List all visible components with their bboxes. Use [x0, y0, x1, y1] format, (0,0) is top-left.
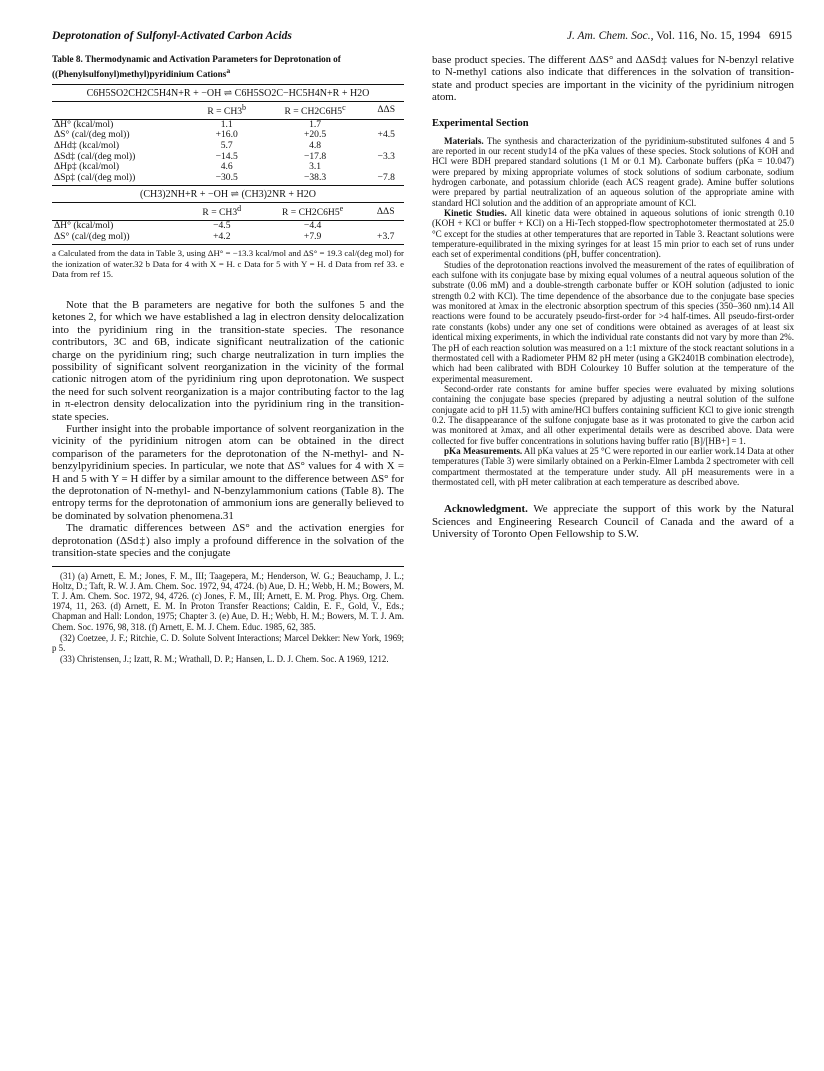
right-column — [432, 54, 794, 541]
row-param: ΔHd‡ (kcal/mol) — [54, 140, 120, 152]
row-value-benzyl: +7.9 — [258, 232, 368, 245]
table-equation-2: (CH3)2NH+R + −OH ⇌ (CH3)2NR + H2O — [140, 189, 316, 201]
reference-item: (32) Coetzee, J. F.; Ritchie, C. D. Solute Solvent Interactions; Marcel Dekker: New York, 1969; p 5. — [52, 632, 404, 653]
header-label: R = CH2C6H5 — [282, 207, 340, 219]
ack-text: We appreciate the support of this work by the Natural Sciences and Engineering Research Council of Canada and the award of a University of Toronto Open Fellowship to S.W. — [432, 503, 794, 541]
row-param: ΔS° (cal/(deg mol)) — [54, 129, 130, 141]
right-intro-paragraph: base product species. The different ΔΔS° and ΔΔSd‡ values for N-benzyl relative to N-methyl cations also indicate that differences in the solvation of transition-state and product species are important in the vicinity of the pyridinium nitrogen atom. — [432, 54, 794, 104]
exp-paragraph-text: All pKa values at 25 °C were reported in our earlier work.14 Data at other temperatures (Table 3) were similarly obtained on a Perkin-Elmer Lambda 2 spectrometer with cell compartment thermostated at the temperature under study. All pH measurements were in a thermostated cell, with pH meter calibration at each temperature as described above. — [432, 445, 794, 487]
table-block-1 — [52, 101, 404, 186]
table-header-cell — [186, 203, 258, 221]
table-header-cell: ΔΔS — [368, 102, 404, 120]
row-param: ΔH° (kcal/mol) — [54, 220, 114, 232]
running-head-journal — [470, 30, 792, 42]
row-value-methyl: +4.2 — [186, 232, 258, 245]
exp-paragraph — [432, 446, 794, 487]
body-paragraph: Further insight into the probable importance of solvent reorganization in the vicinity of the pyridinium nitrogen atom can be obtained in the direct comparison of the parameters for the deprotonation of the N-methyl- and N-benzylpyridinium species. In particular, we note that ΔS° values for 4 with X = H and 5 with Y = H differ by a similar amount to the difference between ΔS° for the deprotonation of N-methyl- and N-benzylammonium cations (Table 8). The entropy terms for the deprotonation of ammonium ions are generally believed to be dominated by solvation phenomena.31 — [52, 423, 404, 522]
journal-name: J. Am. Chem. Soc., — [566, 30, 654, 42]
references — [52, 566, 404, 665]
row-value-methyl: 4.6 — [220, 161, 233, 173]
volume-issue: Vol. 116, No. 15, 1994 — [656, 30, 761, 42]
row-delta: +4.5 — [377, 129, 395, 141]
row-value-methyl: −30.5 — [192, 173, 262, 186]
table-header-cell — [258, 203, 368, 221]
row-value-benzyl: −17.8 — [303, 150, 327, 162]
experimental-section — [432, 136, 794, 488]
table-header-row — [52, 203, 404, 221]
header-label: R = CH3 — [207, 106, 243, 118]
exp-paragraph — [432, 384, 794, 446]
caption-footnote-mark: a — [226, 66, 231, 75]
exp-paragraph-text: The synthesis and characterization of the pyridinium-substituted sulfones 4 and 5 are reported in our recent study14 of the pKa values of these species. Stock solutions of KOH and HCl were BDH prepared standard solutions (1 M or 0.1 M). Carbonate buffers (pKa = 10.047) were prepared by mixing appropriate volumes of stock solutions of sodium carbonate, sodium hydrogen carbonate, and potassium chloride (each ACS reagent grade). Amine buffer solutions were prepared by partial neutralization of an aqueous solution of the appropriate amine with standard HCl solution and the addition of an appropriate amount of KCl. — [432, 135, 794, 208]
table-header-row — [52, 102, 404, 120]
exp-paragraph-text: Studies of the deprotonation reactions involved the measurement of the rates of equilibration of each sulfone with its conjugate base by mixing equal volumes of a neutral aqueous solution of the substrate (0.06 mM) and a double-strength carbonate buffer or KOH solution (adjusted to ionic strength 0.2 with KCl). The time dependence of the absorbance due to the conjugate base species was monitored at λmax in the electronic absorption spectrum of this species (350–360 nm).14 All reactions were found to be accurately pseudo-first-order for >4 half-times. All pseudo-first-order rate constants (kobs) under any one set of conditions were obtained as averages of at least six identical mixing experiments, in which the individual rate constants did not vary by more than 2%. The pH of each reaction solution was measured on a 1:1 mixture of the stock reactant solutions in a thermostated cell with a Radiometer PHM 82 pH meter (using a GK2401B combination electrode), which had been calibrated with BDH Colourkey 10 Buffer solution at the temperature of the experimental measurement. — [432, 259, 794, 384]
acknowledgment — [432, 503, 794, 540]
exp-paragraph-text: All kinetic data were obtained in aqueous solutions of ionic strength 0.10 (KOH + KCl or buffer + KCl) on a Hi-Tech stopped-flow spectrophotometer thermostated at 25.0 °C except for the studies at other temperatures that are reported in Table 3. Reactant solutions were temperature-equilibrated in the mixing syringes for at least 15 min prior to each set of runs under each set of experimental conditions (pH, buffer concentration). — [432, 208, 794, 260]
table-footnote: a Calculated from the data in Table 3, using ΔH° = −13.3 kcal/mol and ΔS° = 19.3 cal/(deg mol) for the ionization of water.32 b Data for 4 with X = H. c Data for 5 with Y = H. d Data from ref 33. e Data from ref 15. — [52, 248, 404, 279]
row-delta: +3.7 — [367, 232, 404, 245]
row-param: ΔSp‡ (cal/(deg mol)) — [52, 173, 192, 186]
table-equation-1: C6H5SO2CH2C5H4N+R + −OH ⇌ C6H5SO2C−HC5H4N+R + H2O — [52, 84, 404, 101]
left-body-text — [52, 299, 404, 560]
row-delta: −3.3 — [377, 150, 395, 162]
header-note: c — [342, 103, 346, 113]
table-header-cell — [192, 102, 262, 120]
row-value-methyl: 1.1 — [220, 118, 233, 130]
table-header-cell — [52, 102, 192, 120]
row-value-benzyl: −38.3 — [262, 173, 369, 186]
row-value-methyl: 5.7 — [220, 140, 233, 152]
table-block-2 — [52, 202, 404, 245]
table-caption — [52, 54, 404, 80]
row-value-benzyl: +20.5 — [303, 129, 327, 141]
row-value-benzyl: 3.1 — [309, 161, 322, 173]
body-paragraph: Note that the B parameters are negative for both the sulfones 5 and the ketones 2, for which we have established a lag in electron density delocalization into the pyridinium ring in the transition-state species. The resonance contributors, 3C and 6B, indicate significant neutralization of the cationic charge on the pyridinium ring; such charge neutralization in turn implies the possibility of significant solvent reorganization in the vicinity of the formal cationic nitrogen atom of the pyridinium ring upon deprotonation. We suspect the need for such solvent reorganization is a major contributing factor to the lag in π-electron density delocalization into the pyridinium ring in the transition-state species. — [52, 298, 404, 423]
header-label: R = CH3 — [202, 207, 238, 219]
row-param: ΔSd‡ (cal/(deg mol)) — [54, 150, 136, 162]
page-number: 6915 — [769, 30, 792, 42]
left-column — [52, 54, 404, 665]
exp-paragraph — [432, 208, 794, 260]
section-heading-experimental: Experimental Section — [432, 117, 529, 129]
exp-paragraph-text: Second-order rate constants for amine buffer species were evaluated by mixing solutions containing the conjugate base species (prepared by adjusting a neutral solution of the sulfone conjugate acid to pH 11.5) with amine/HCl buffers containing sufficient KCl to give ionic strength 0.2. The disappearance of the sulfone conjugate base as it was protonated to give the carbon acid was monitored at λmax, and all other experimental details were as described above. Data were collected for five buffer concentrations in solutions having buffer ratio [B]/[HB+] = 1. — [432, 383, 794, 446]
table-caption-text: Thermodynamic and Activation Parameters for Deprotonation of ((Phenylsulfonyl)methyl)pyridinium Cations — [52, 54, 341, 80]
row-value-benzyl: −4.4 — [303, 220, 322, 232]
header-note: e — [339, 204, 344, 214]
header-note: d — [237, 204, 242, 214]
table-label: Table 8. — [52, 54, 83, 64]
row-value-methyl: −14.5 — [215, 150, 238, 162]
reference-item: (31) (a) Arnett, E. M.; Jones, F. M., III; Taagepera, M.; Henderson, W. G.; Beauchamp, J. L.; Holtz, D.; Taft, R. W. J. Am. Chem. Soc. 1972, 94, 4724. (b) Aue, D. H.; Webb, H. M.; Bowers, M. T. J. Am. Chem. Soc. 1972, 94, 4726. (c) Jones, F. M., III; Arnett, E. M. Prog. Phys. Org. Chem. 1974, 11, 263. (d) Arnett, E. M. In Proton Transfer Reactions; Caldin, E. F., Gold, V., Eds.; Chapman and Hall: London, 1975; Chapter 3. (e) Aue, D. H.; Webb, H. M.; Bowers, M. T. J. Am. Chem. Soc. 1976, 98, 318. (f) Arnett, E. M. J. Chem. Educ. 1985, 62, 385. — [52, 570, 404, 632]
reference-item: (33) Christensen, J.; Izatt, R. M.; Wrathall, D. P.; Hansen, L. D. J. Chem. Soc. A 1969, 1212. — [60, 654, 389, 665]
row-delta: −7.8 — [368, 173, 404, 186]
running-head-title: Deprotonation of Sulfonyl-Activated Carbon Acids — [52, 30, 292, 42]
row-value-methyl: −4.5 — [213, 220, 231, 232]
header-note: b — [242, 103, 247, 113]
ack-paragraph — [432, 503, 794, 540]
body-paragraph: The dramatic differences between ΔS° and the activation energies for deprotonation (ΔSd‡) also imply a profound difference in the solvation of the transition-state species and the conjugate — [52, 522, 404, 560]
run-in-heading: Materials. — [444, 135, 484, 146]
ack-heading: Acknowledgment. — [444, 503, 528, 516]
table-header-cell: ΔΔS — [367, 203, 404, 221]
table-row — [52, 232, 404, 245]
run-in-heading: Kinetic Studies. — [444, 208, 507, 219]
table-header-cell — [52, 203, 186, 221]
row-param: ΔHp‡ (kcal/mol) — [54, 161, 120, 173]
row-param: ΔS° (cal/(deg mol)) — [52, 232, 186, 245]
exp-paragraph — [432, 136, 794, 208]
row-value-methyl: +16.0 — [215, 129, 238, 141]
row-param: ΔH° (kcal/mol) — [54, 118, 114, 130]
table-header-cell — [262, 102, 369, 120]
row-value-benzyl: 1.7 — [309, 118, 322, 130]
exp-paragraph — [432, 260, 794, 384]
run-in-heading: pKa Measurements. — [444, 445, 523, 456]
header-label: R = CH2C6H5 — [284, 106, 343, 118]
table-row — [52, 173, 404, 186]
row-value-benzyl: 4.8 — [309, 140, 322, 152]
